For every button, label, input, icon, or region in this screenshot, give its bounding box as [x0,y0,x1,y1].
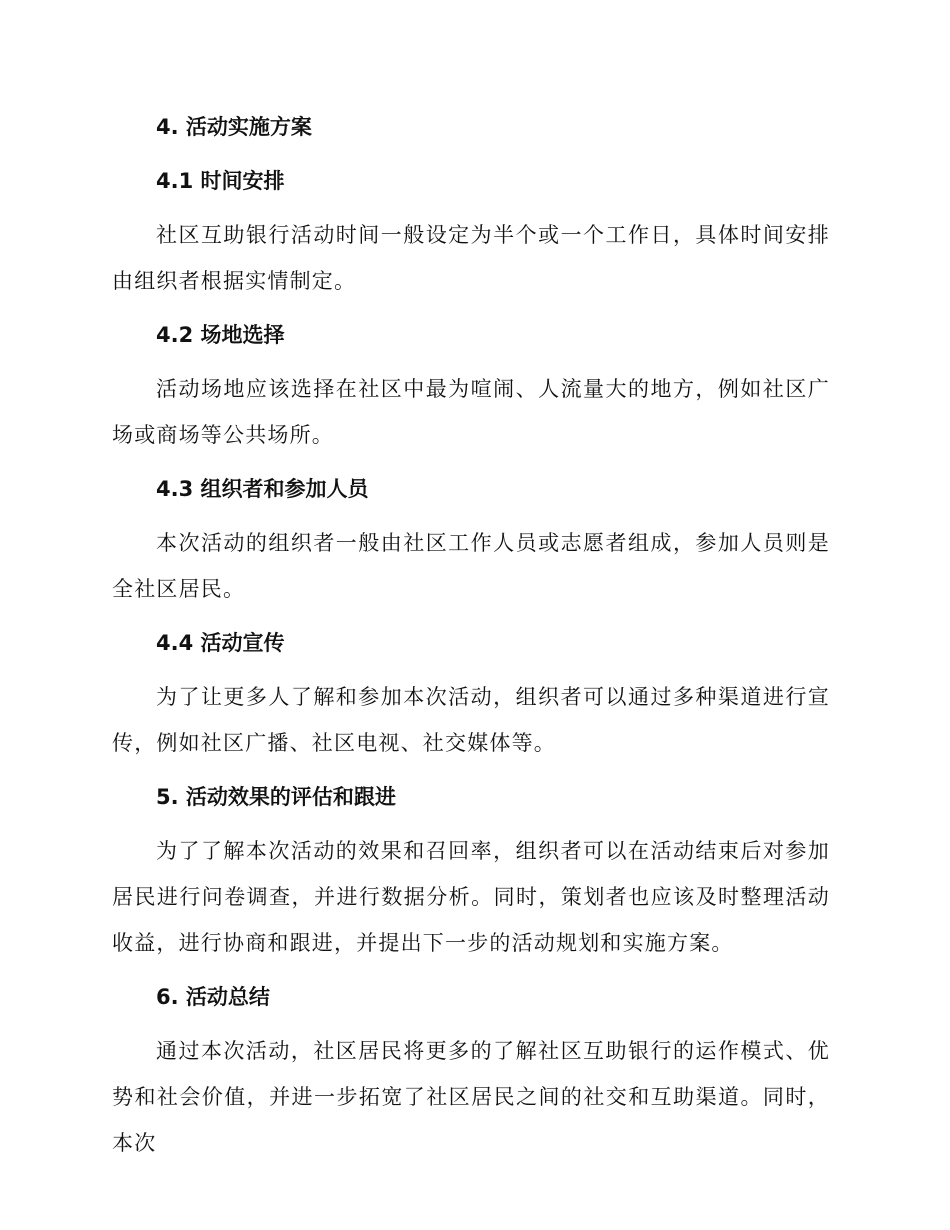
section-text-4-3: 本次活动的组织者一般由社区工作人员或志愿者组成，参加人员则是全社区居民。 [112,531,830,601]
section-text-4-2: 活动场地应该选择在社区中最为喧闹、人流量大的地方，例如社区广场或商场等公共场所。 [112,377,830,447]
section-heading-6: 6. 活动总结 [156,985,270,1009]
section-heading-4-3: 4.3 组织者和参加人员 [156,477,369,501]
section-heading-4: 4. 活动实施方案 [156,115,312,139]
section-text-6: 通过本次活动，社区居民将更多的了解社区互助银行的运作模式、优势和社会价值，并进一步拓宽了社区居民之间的社交和互助渠道。同时，本次 [112,1039,830,1155]
section-heading-4-2: 4.2 场地选择 [156,323,285,347]
section-text-4-1: 社区互助银行活动时间一般设定为半个或一个工作日，具体时间安排由组织者根据实情制定。 [112,223,830,293]
section-heading-4-4: 4.4 活动宣传 [156,631,285,655]
section-text-4-4: 为了让更多人了解和参加本次活动，组织者可以通过多种渠道进行宣传，例如社区广播、社区电视、社交媒体等。 [112,685,830,755]
section-heading-4-1: 4.1 时间安排 [156,169,285,193]
section-text-5: 为了了解本次活动的效果和召回率，组织者可以在活动结束后对参加居民进行问卷调查，并进行数据分析。同时，策划者也应该及时整理活动收益，进行协商和跟进，并提出下一步的活动规划和实施方案。 [112,839,830,955]
section-heading-5: 5. 活动效果的评估和跟进 [156,785,396,809]
document-body [112,104,830,1174]
